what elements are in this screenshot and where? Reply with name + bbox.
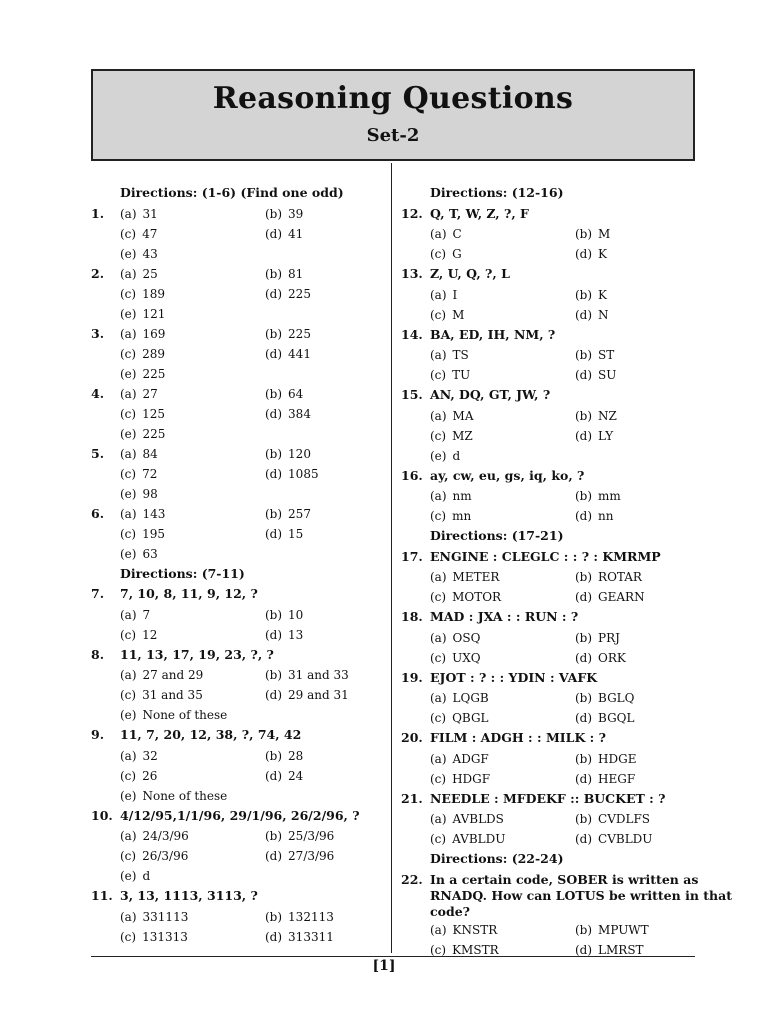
question-number: 3. (91, 325, 105, 341)
question-number: 20. (401, 730, 423, 745)
question-number: 8. (91, 646, 105, 662)
question-number: 13. (401, 266, 423, 281)
option-a: (a) I (430, 287, 458, 302)
option-a: (a) KNSTR (430, 922, 498, 937)
option-c: (c) 289 (120, 346, 165, 361)
question-9 (91, 725, 383, 746)
option-b: (b) 39 (265, 206, 304, 221)
option-a: (a) OSQ (430, 630, 481, 645)
question-number: 9. (91, 727, 105, 742)
option-c: (c) 26/3/96 (120, 849, 189, 863)
question-number: 11. (91, 888, 113, 903)
option-e: (e) 225 (120, 366, 166, 381)
option-a: (a) 25 (120, 266, 158, 281)
question-number: 21. (401, 790, 423, 806)
option-d: (d) LY (575, 428, 614, 443)
option-d: (d) 313311 (265, 929, 334, 944)
question-text: 7, 10, 8, 11, 9, 12, ? (120, 586, 258, 601)
option-a: (a) METER (430, 570, 500, 584)
left-column (91, 183, 383, 947)
option-c: (c) KMSTR (430, 942, 499, 957)
option-b: (b) MPUWT (575, 922, 649, 937)
option-a: (a) 7 (120, 607, 151, 622)
option-a: (a) nm (430, 489, 472, 503)
option-e: (e) d (430, 448, 461, 463)
option-a: (a) 24/3/96 (120, 829, 189, 843)
question-text: MAD : JXA : : RUN : ? (430, 609, 579, 624)
option-c: (c) 31 and 35 (120, 688, 203, 702)
question-10 (91, 806, 383, 827)
question-number: 16. (401, 467, 423, 483)
option-a: (a) 331113 (120, 909, 189, 924)
footer-rule (91, 956, 695, 957)
question-12 (401, 204, 697, 225)
option-d: (d) BGQL (575, 711, 635, 725)
option-d: (d) 1085 (265, 466, 319, 481)
option-b: (b) ROTAR (575, 570, 642, 584)
option-e: (e) 63 (120, 546, 158, 561)
options-q4 (91, 384, 383, 444)
question-21 (401, 789, 697, 810)
option-b: (b) mm (575, 489, 621, 503)
option-b: (b) M (575, 227, 611, 241)
question-text: AN, DQ, GT, JW, ? (430, 387, 551, 402)
question-8 (91, 645, 383, 666)
page-title: Reasoning Questions (212, 81, 574, 116)
option-b: (b) 28 (265, 748, 304, 763)
option-d: (d) K (575, 247, 608, 261)
option-d: (d) 441 (265, 346, 311, 361)
option-c: (c) UXQ (430, 650, 481, 665)
question-text: Q, T, W, Z, ?, F (430, 205, 529, 221)
option-a: (a) ADGF (430, 751, 489, 766)
option-a: (a) 84 (120, 446, 158, 461)
option-d: (d) 24 (265, 768, 304, 783)
question-text: ENGINE : CLEGLC : : ? : KMRMP (430, 548, 661, 564)
right-column (401, 183, 732, 960)
directions-12-16: Directions: (12-16) (430, 185, 564, 200)
question-text-line-1: In a certain code, SOBER is written as (430, 871, 699, 887)
option-c: (c) AVBLDU (430, 832, 506, 846)
question-number: 12. (401, 205, 423, 221)
question-text: BA, ED, IH, NM, ? (430, 326, 556, 342)
option-b: (b) ST (575, 348, 615, 362)
options-q5 (91, 444, 383, 504)
option-c: (c) 47 (120, 226, 158, 241)
option-d: (d) 13 (265, 627, 304, 642)
question-17 (401, 547, 697, 568)
option-a: (a) C (430, 227, 462, 241)
option-c: (c) 189 (120, 286, 165, 301)
question-number: 17. (401, 548, 423, 564)
option-b: (b) K (575, 287, 608, 302)
question-number: 6. (91, 505, 105, 521)
question-number: 15. (401, 387, 423, 402)
directions-1-6: Directions: (1-6) (Find one odd) (120, 185, 344, 200)
question-15 (401, 385, 697, 406)
option-c: (c) TU (430, 368, 471, 382)
option-d: (d) HEGF (575, 771, 636, 786)
option-a: (a) 143 (120, 506, 166, 521)
option-a: (a) 32 (120, 748, 158, 763)
question-number: 19. (401, 669, 423, 685)
question-text: ay, cw, eu, gs, iq, ko, ? (430, 467, 585, 483)
question-number: 7. (91, 586, 105, 601)
option-b: (b) 25/3/96 (265, 829, 335, 843)
question-text: 11, 13, 17, 19, 23, ?, ? (120, 646, 274, 662)
option-c: (c) 195 (120, 526, 165, 541)
option-d: (d) CVBLDU (575, 832, 653, 846)
question-text: EJOT : ? : : YDIN : VAFK (430, 669, 598, 685)
title-banner (91, 69, 695, 161)
option-b: (b) 257 (265, 506, 311, 521)
option-c: (c) mn (430, 509, 472, 523)
question-16 (401, 466, 697, 487)
options-q3 (91, 324, 383, 384)
option-d: (d) ORK (575, 650, 626, 665)
option-e: (e) d (120, 869, 151, 883)
option-b: (b) 225 (265, 326, 311, 341)
option-c: (c) MZ (430, 428, 473, 443)
page-subtitle: Set-2 (366, 125, 420, 146)
option-b: (b) 81 (265, 266, 304, 281)
question-number: 14. (401, 326, 423, 342)
question-14 (401, 325, 697, 346)
option-a: (a) LQGB (430, 691, 489, 705)
question-number: 10. (91, 807, 113, 823)
option-c: (c) 125 (120, 406, 165, 421)
option-e: (e) 121 (120, 306, 166, 321)
question-22 (401, 870, 732, 920)
question-11 (91, 886, 383, 907)
option-c: (c) HDGF (430, 771, 491, 786)
option-b: (b) 120 (265, 446, 311, 461)
option-d: (d) 27/3/96 (265, 849, 335, 863)
directions-22-24: Directions: (22-24) (430, 851, 564, 866)
option-c: (c) M (430, 307, 465, 322)
option-a: (a) 27 and 29 (120, 668, 204, 682)
option-c: (c) 131313 (120, 929, 188, 944)
option-e: (e) None of these (120, 708, 228, 722)
question-text: NEEDLE : MFDEKF :: BUCKET : ? (430, 790, 666, 806)
question-text: 11, 7, 20, 12, 38, ?, 74, 42 (120, 727, 302, 742)
option-d: (d) 225 (265, 286, 311, 301)
option-b: (b) 10 (265, 607, 304, 622)
option-d: (d) LMRST (575, 942, 644, 957)
question-number: 5. (91, 445, 105, 461)
option-b: (b) NZ (575, 408, 617, 423)
option-d: (d) N (575, 307, 609, 322)
option-e: (e) None of these (120, 788, 228, 803)
option-b: (b) BGLQ (575, 691, 635, 705)
question-20 (401, 728, 697, 749)
directions-7-11: Directions: (7-11) (120, 565, 245, 581)
question-text-line-2: RNADQ. How can LOTUS be written in that (430, 887, 732, 903)
question-19 (401, 668, 697, 689)
option-a: (a) AVBLDS (430, 812, 504, 826)
question-18 (401, 607, 697, 628)
question-number: 2. (91, 265, 105, 281)
option-d: (d) 41 (265, 226, 304, 241)
question-text: FILM : ADGH : : MILK : ? (430, 730, 606, 745)
option-e: (e) 43 (120, 246, 158, 261)
option-d: (d) 29 and 31 (265, 688, 349, 702)
option-d: (d) 15 (265, 526, 304, 541)
question-text: Z, U, Q, ?, L (430, 266, 510, 281)
question-number: 22. (401, 871, 423, 887)
directions-17-21: Directions: (17-21) (430, 528, 564, 543)
option-a: (a) 169 (120, 326, 166, 341)
option-b: (b) 64 (265, 386, 304, 401)
options-q6 (91, 504, 383, 564)
options-q1 (91, 204, 383, 264)
page-number: [1] (372, 958, 396, 974)
option-e: (e) 98 (120, 486, 158, 501)
option-e: (e) 225 (120, 426, 166, 441)
option-a: (a) 31 (120, 206, 158, 221)
option-d: (d) nn (575, 509, 614, 523)
question-13 (401, 264, 697, 285)
option-a: (a) 27 (120, 386, 158, 401)
option-c: (c) 72 (120, 466, 158, 481)
option-c: (c) MOTOR (430, 590, 502, 604)
question-text-line-3: code? (430, 903, 470, 919)
option-b: (b) HDGE (575, 751, 637, 766)
option-c: (c) 12 (120, 627, 158, 642)
question-number: 18. (401, 609, 423, 624)
option-a: (a) TS (430, 348, 469, 362)
question-number: 1. (91, 205, 105, 221)
option-b: (b) CVDLFS (575, 812, 651, 826)
option-d: (d) 384 (265, 406, 311, 421)
option-a: (a) MA (430, 408, 474, 423)
option-d: (d) SU (575, 368, 617, 382)
question-text: 4/12/95,1/1/96, 29/1/96, 26/2/96, ? (120, 807, 360, 823)
option-c: (c) QBGL (430, 711, 489, 725)
question-text: 3, 13, 1113, 3113, ? (120, 888, 258, 903)
option-b: (b) PRJ (575, 630, 620, 645)
question-7 (91, 584, 383, 605)
options-q2 (91, 264, 383, 324)
option-d: (d) GEARN (575, 590, 645, 604)
option-b: (b) 31 and 33 (265, 668, 349, 682)
option-c: (c) G (430, 247, 462, 261)
question-number: 4. (91, 385, 105, 401)
option-c: (c) 26 (120, 768, 158, 783)
option-b: (b) 132113 (265, 909, 334, 924)
